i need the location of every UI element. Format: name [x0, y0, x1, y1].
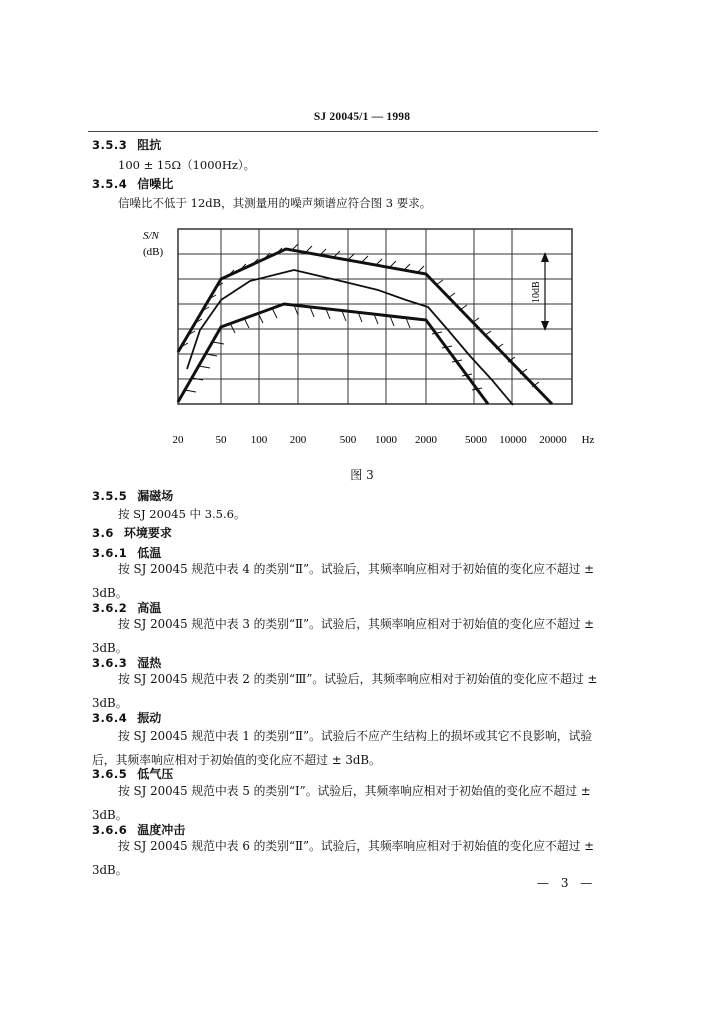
section-3-5-3-heading [92, 137, 161, 153]
section-number: 3.5.4 [92, 177, 128, 191]
section-title: 低温 [137, 546, 162, 560]
section-3-5-3-text: 100 ± 15Ω（1000Hz）。 [118, 158, 256, 172]
section-3-6-5-text: 按 SJ 20045 规范中表 5 的类别“Ⅰ”。试验后，其频率响应相对于初始值的变化应不超过 ± 3dB。 [92, 784, 591, 822]
x-axis-tick-labels [173, 434, 595, 446]
upper-limit-line [178, 244, 552, 404]
section-3-5-5-text: 按 SJ 20045 中 3.5.6。 [118, 507, 246, 521]
section-title: 阻抗 [137, 138, 162, 152]
x-tick-label: 100 [250, 434, 268, 446]
page-number: — 3 — [537, 876, 597, 890]
x-tick-label: 20000 [539, 434, 567, 446]
section-title: 湿热 [137, 656, 162, 670]
x-axis-unit: Hz [581, 434, 595, 446]
noise-spectrum-curve [187, 270, 513, 405]
section-number: 3.6.3 [92, 656, 128, 670]
section-title: 信噪比 [137, 177, 174, 191]
section-number: 3.5.3 [92, 138, 128, 152]
section-number: 3.5.5 [92, 489, 128, 503]
scale-bar-label: 10dB [531, 281, 542, 303]
x-tick-label: 20 [172, 434, 184, 446]
section-title: 环境要求 [123, 526, 172, 540]
y-axis-unit: (dB) [143, 246, 164, 258]
section-title: 高温 [137, 601, 162, 615]
section-title: 低气压 [137, 767, 174, 781]
scale-bar-10db [531, 252, 549, 331]
section-number: 3.6.6 [92, 823, 128, 837]
section-3-6-heading [92, 525, 172, 541]
y-axis-label: S/N [143, 230, 159, 242]
section-3-6-1-text: 按 SJ 20045 规范中表 4 的类别“Ⅱ”。试验后，其频率响应相对于初始值的变化应不超过 ± 3dB。 [92, 562, 595, 600]
section-number: 3.6.2 [92, 601, 128, 615]
section-title: 温度冲击 [137, 823, 186, 837]
section-number: 3.6 [92, 526, 114, 540]
x-tick-label: 1000 [375, 434, 397, 446]
section-3-6-4-text: 按 SJ 20045 规范中表 1 的类别“Ⅱ”。试验后不应产生结构上的损坏或其它不良影响，试验后，其频率响应相对于初始值的变化应不超过 ± 3dB。 [92, 729, 593, 767]
section-3-5-5-heading [92, 488, 173, 504]
figure-caption: 图 3 [350, 468, 374, 482]
section-3-5-4-heading [92, 176, 173, 192]
noise-spectrum-figure [135, 222, 605, 454]
section-title: 漏磁场 [137, 489, 174, 503]
x-tick-label: 500 [339, 434, 357, 446]
section-3-6-3-text: 按 SJ 20045 规范中表 2 的类别“Ⅲ”。试验后，其频率响应相对于初始值的变化应不超过 ± 3dB。 [92, 672, 598, 710]
x-tick-label: 2000 [415, 434, 437, 446]
section-number: 3.6.5 [92, 767, 128, 781]
section-3-5-4-text: 信噪比不低于 12dB，其测量用的噪声频谱应符合图 3 要求。 [118, 196, 432, 210]
section-number: 3.6.4 [92, 711, 128, 725]
section-3-6-2-text: 按 SJ 20045 规范中表 3 的类别“Ⅱ”。试验后，其频率响应相对于初始值的变化应不超过 ± 3dB。 [92, 617, 595, 655]
page-header-code: SJ 20045/1 — 1998 [313, 111, 411, 123]
header-divider [88, 131, 598, 132]
x-tick-label: 50 [215, 434, 227, 446]
section-title: 振动 [137, 711, 162, 725]
x-tick-label: 200 [289, 434, 307, 446]
section-number: 3.6.1 [92, 546, 128, 560]
section-3-6-6-text: 按 SJ 20045 规范中表 6 的类别“Ⅱ”。试验后，其频率响应相对于初始值的变化应不超过 ± 3dB。 [92, 839, 595, 877]
x-tick-label: 5000 [465, 434, 487, 446]
x-tick-label: 10000 [499, 434, 527, 446]
